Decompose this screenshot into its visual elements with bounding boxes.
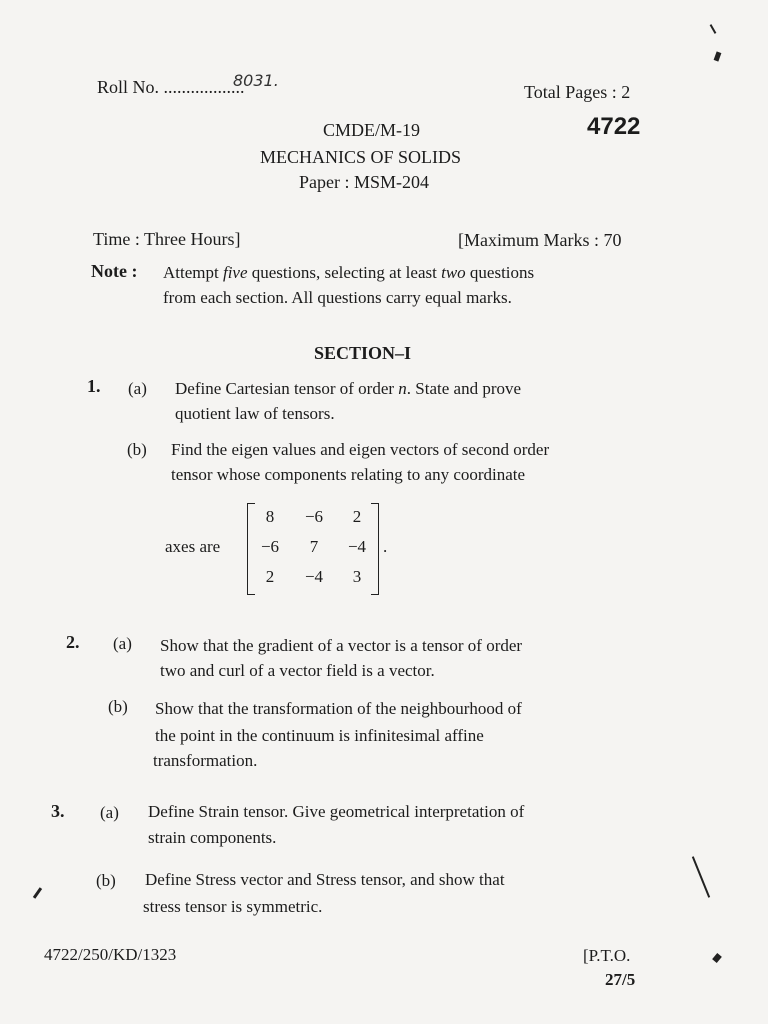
roll-number-label: Roll No. .................. [97, 77, 245, 97]
total-pages: Total Pages : 2 [524, 82, 631, 102]
paper-number: Paper : MSM-204 [299, 172, 429, 192]
matrix-cell: 2 [352, 507, 362, 526]
footer-code: 4722/250/KD/1323 [44, 945, 177, 964]
question-text: the point in the continuum is infinitesimal affine [155, 726, 484, 745]
question-number: 3. [51, 801, 65, 821]
maximum-marks: [Maximum Marks : 70 [458, 230, 622, 250]
paper-code: 4722 [587, 113, 641, 140]
please-turn-over: [P.T.O. [583, 946, 631, 965]
question-text: Define Strain tensor. Give geometrical interpretation of [148, 802, 525, 821]
footer-date: 27/5 [605, 970, 636, 989]
question-text: Define Stress vector and Stress tensor, and show that [145, 870, 505, 889]
matrix-cell: 2 [265, 567, 275, 586]
part-label: (a) [128, 379, 147, 398]
part-label: (a) [100, 803, 119, 822]
matrix-cell: 7 [309, 537, 319, 556]
exam-time: Time : Three Hours] [93, 229, 241, 249]
scan-mark [710, 24, 717, 34]
part-label: (b) [127, 440, 147, 459]
question-text: two and curl of a vector field is a vector. [160, 661, 435, 680]
roll-number-handwritten: 8031. [233, 71, 279, 90]
question-number: 1. [87, 376, 101, 396]
question-text: Define Cartesian tensor of order n. State and prove [175, 379, 522, 398]
matrix-cell: −4 [304, 567, 324, 586]
note-line-2: from each section. All questions carry equal marks. [163, 288, 512, 307]
exam-code: CMDE/M-19 [323, 120, 421, 140]
question-text: quotient law of tensors. [175, 404, 335, 423]
scan-mark [712, 953, 722, 963]
note-line-1: Attempt five questions, selecting at least two questions [163, 263, 535, 282]
scan-mark [692, 856, 710, 898]
question-text: Show that the gradient of a vector is a tensor of order [160, 636, 523, 655]
matrix-cell: 8 [265, 507, 275, 526]
question-text: Find the eigen values and eigen vectors of second order [171, 440, 550, 459]
scan-mark [714, 51, 722, 61]
question-text: Show that the transformation of the neighbourhood of [155, 699, 522, 718]
question-text: tensor whose components relating to any coordinate [171, 465, 526, 484]
part-label: (b) [108, 697, 128, 716]
matrix-cell: −4 [347, 537, 367, 556]
question-text: stress tensor is symmetric. [143, 897, 323, 916]
scan-mark [33, 887, 42, 899]
subject-title: MECHANICS OF SOLIDS [260, 147, 462, 167]
note-label: Note : [91, 261, 138, 281]
part-label: (a) [113, 634, 132, 653]
matrix-cell: −6 [260, 537, 280, 556]
matrix-cell: −6 [304, 507, 324, 526]
matrix-prefix: axes are [165, 537, 221, 556]
question-text: transformation. [153, 751, 258, 770]
question-number: 2. [66, 632, 80, 652]
part-label: (b) [96, 871, 116, 890]
tensor-matrix [247, 503, 379, 595]
section-heading: SECTION–I [314, 343, 412, 363]
matrix-suffix: . [383, 537, 388, 556]
matrix-cell: 3 [352, 567, 362, 586]
question-text: strain components. [148, 828, 277, 847]
